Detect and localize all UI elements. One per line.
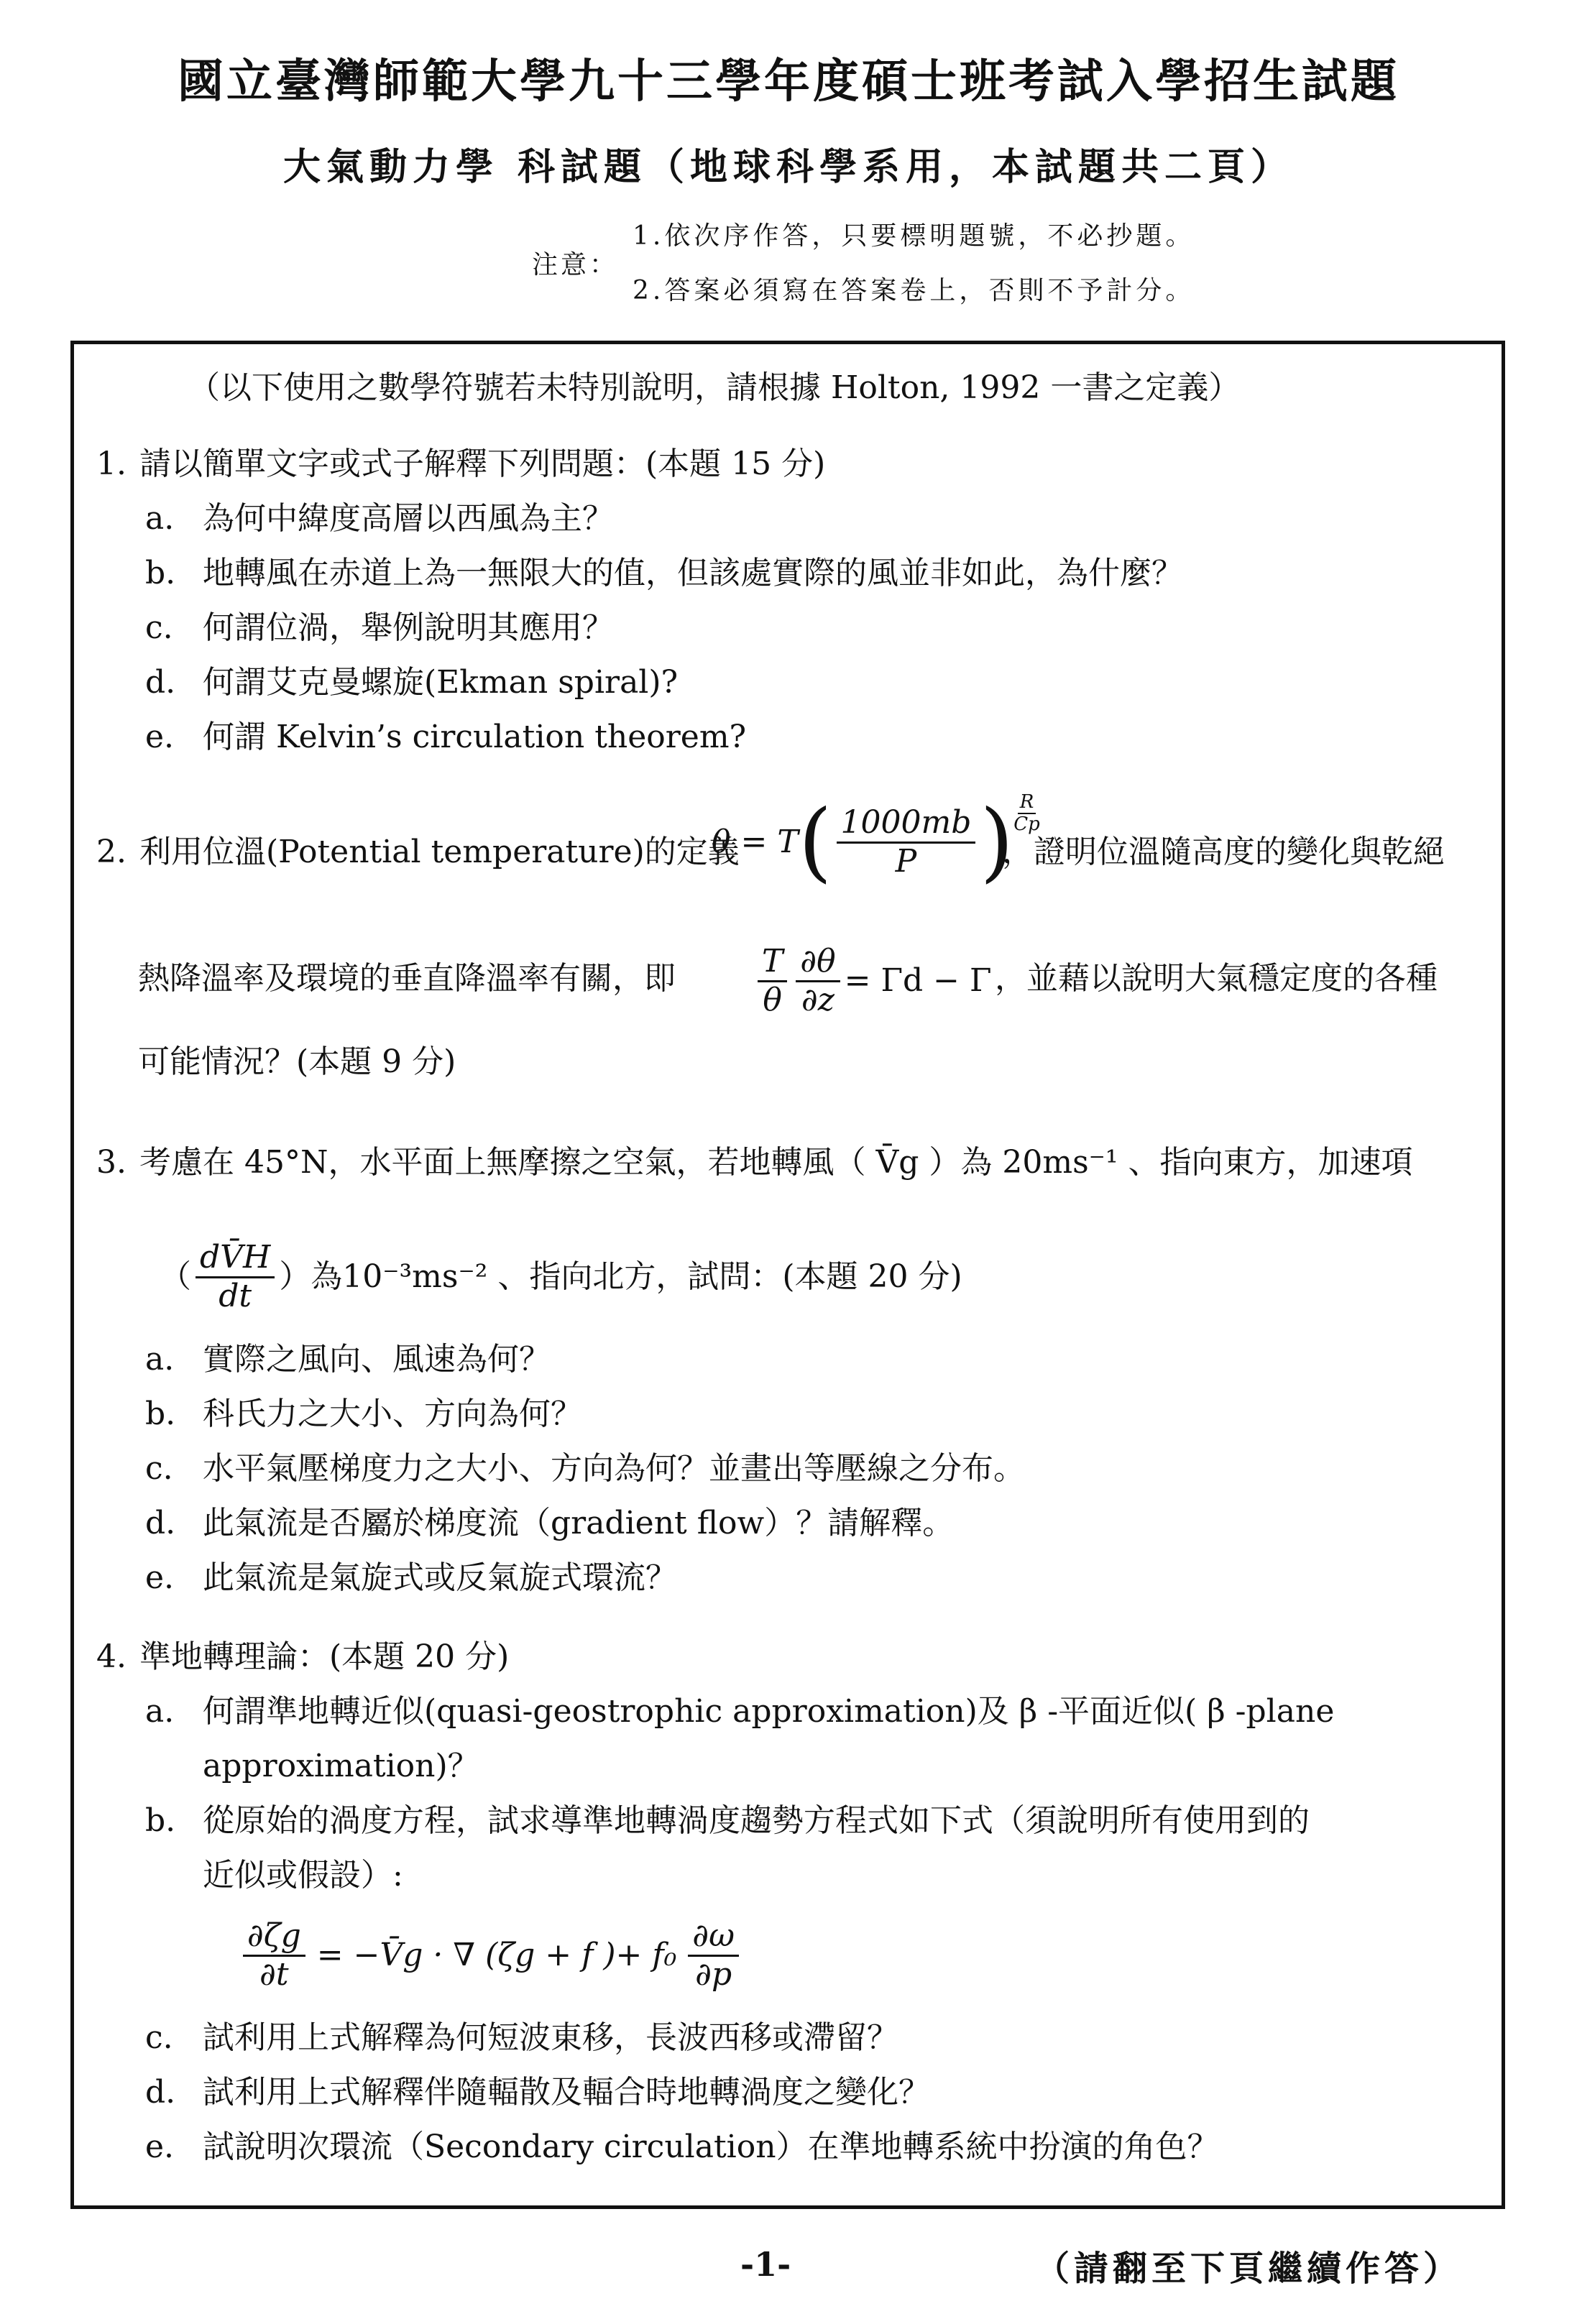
fraction-numerator: ∂ζg [243,1918,305,1957]
exam-subtitle: 大氣動力學 科試題（地球科學系用，本試題共二頁） [282,145,1295,189]
equation-paren-close: ) [980,792,1014,892]
question-4-number: 4. [96,1638,127,1675]
question-3-number: 3. [96,1144,127,1181]
question-1-number: 1. [96,446,127,482]
intro-note: （以下使用之數學符號若未特別說明，請根據 Holton, 1992 一書之定義） [188,369,1241,406]
fraction-numerator: T [758,944,787,982]
question-3a-letter: a. [145,1341,175,1378]
question-1a-letter: a. [145,500,175,537]
continue-note: （請翻至下頁繼續作答） [1035,2249,1463,2289]
question-4e-letter: e. [145,2129,175,2165]
question-1c-text: 何謂位渦，舉例說明其應用？ [203,609,614,646]
lapse-rate-equation [753,934,992,1028]
question-3c-letter: c. [145,1450,173,1487]
question-4d-letter: d. [145,2074,176,2111]
question-1d-letter: d. [145,664,176,701]
question-3b-text: 科氏力之大小、方向為何？ [203,1396,582,1432]
equation-fraction [837,805,976,880]
question-4c-letter: c. [145,2019,173,2056]
fraction-denominator: dt [219,1277,252,1314]
page-number: -1- [740,2245,791,2284]
fraction-numerator: ∂ω [688,1918,739,1957]
equation-rhs: = Γd − Γ [844,962,992,999]
question-3e-letter: e. [145,1559,175,1596]
question-3e-text: 此氣流是氣旋式或反氣旋式環流？ [203,1559,677,1596]
question-4a-line1: 何謂準地轉近似(quasi-geostrophic approximation)及 β -平面近似( β -plane [203,1693,1335,1730]
question-3d-letter: d. [145,1505,176,1541]
equation-fraction [243,1918,305,1993]
equation-fraction [796,944,840,1018]
question-2-line2-text: 熱降溫率及環境的垂直降溫率有關，即 [138,960,676,997]
potential-temperature-equation [712,785,1040,900]
equation-lhs: θ = T [712,823,799,860]
equation-exponent [1013,792,1040,834]
question-1b-text: 地轉風在赤道上為一無限大的值，但該處實際的風並非如此，為什麼？ [203,555,1183,591]
fraction-numerator: 1000mb [837,805,976,844]
question-4a-letter: a. [145,1693,175,1730]
question-1-text: 請以簡單文字或式子解釋下列問題：(本題 15 分) [139,446,826,482]
equation-paren-open: ( [798,792,832,892]
question-4b-line2: 近似或假設）: [203,1857,403,1894]
acceleration-paren-open: （ [160,1258,191,1295]
question-3-line1-text: 考慮在 45°N，水平面上無摩擦之空氣，若地轉風（ V̄g ）為 20ms⁻¹ 、指向東方，加速項 [139,1144,1413,1181]
fraction-denominator: ∂t [259,1955,289,1993]
question-1b-letter: b. [145,555,176,591]
exam-title: 國立臺灣師範大學九十三學年度碩士班考試入學招生試題 [178,55,1399,109]
fraction-denominator: θ [763,981,782,1018]
question-2-number: 2. [96,834,127,870]
question-1e-letter: e. [145,719,175,755]
question-3b-letter: b. [145,1396,176,1432]
question-1d-text: 何謂艾克曼螺旋(Ekman spiral)? [203,664,679,701]
question-4b-letter: b. [145,1802,176,1839]
notice-item: 1.依次序作答，只要標明題號，不必抄題。 [633,221,1195,251]
question-3c-text: 水平氣壓梯度力之大小、方向為何？並畫出等壓線之分布。 [203,1450,1025,1487]
fraction-denominator: ∂z [801,981,835,1018]
question-2-line3-text: 可能情況？(本題 9 分) [138,1043,456,1080]
fraction-denominator: P [895,842,917,880]
fraction-numerator: ∂θ [796,944,840,982]
question-4e-text: 試說明次環流（Secondary circulation）在準地轉系統中扮演的角色？ [203,2129,1219,2165]
equation-fraction [758,944,787,1018]
acceleration-fraction [196,1240,275,1314]
notice-label: 注意： [532,250,619,280]
question-1e-text: 何謂 Kelvin’s circulation theorem? [203,719,747,755]
exponent-denominator: Cp [1013,813,1040,835]
acceleration-term [160,1230,962,1324]
question-3-line2-text: ）為10⁻³ms⁻² 、指向北方，試問：(本題 20 分) [279,1258,962,1295]
question-2-line1-text: 利用位溫(Potential temperature)的定義 [139,834,740,870]
equation-middle: = −V̄g · ∇ (ζg + f )+ f₀ [316,1936,677,1973]
equation-fraction [688,1918,739,1993]
question-2-line1-continued: ，證明位溫隨高度的變化與乾絕 [1002,834,1445,870]
fraction-denominator: ∂p [695,1955,732,1993]
question-4c-text: 試利用上式解釋為何短波東移，長波西移或滯留？ [203,2019,898,2056]
fraction-numerator: dV̄H [196,1240,275,1278]
question-3d-text: 此氣流是否屬於梯度流（gradient flow）？請解釋。 [203,1505,955,1541]
question-4d-text: 試利用上式解釋伴隨輻散及輻合時地轉渦度之變化？ [203,2074,930,2111]
question-3a-text: 實際之風向、風速為何？ [203,1341,551,1378]
exponent-numerator: R [1018,792,1036,814]
question-1a-text: 為何中緯度高層以西風為主？ [203,500,614,537]
question-4a-line2: approximation)？ [203,1748,479,1784]
vorticity-tendency-equation [239,1909,743,2002]
question-2-line2-continued: ，並藉以說明大氣穩定度的各種 [995,960,1438,997]
question-4-text: 準地轉理論：(本題 20 分) [139,1638,510,1675]
question-4b-line1: 從原始的渦度方程，試求導準地轉渦度趨勢方程式如下式（須說明所有使用到的 [203,1802,1310,1839]
notice-item: 2.答案必須寫在答案卷上，否則不予計分。 [633,276,1195,305]
question-1c-letter: c. [145,609,173,646]
